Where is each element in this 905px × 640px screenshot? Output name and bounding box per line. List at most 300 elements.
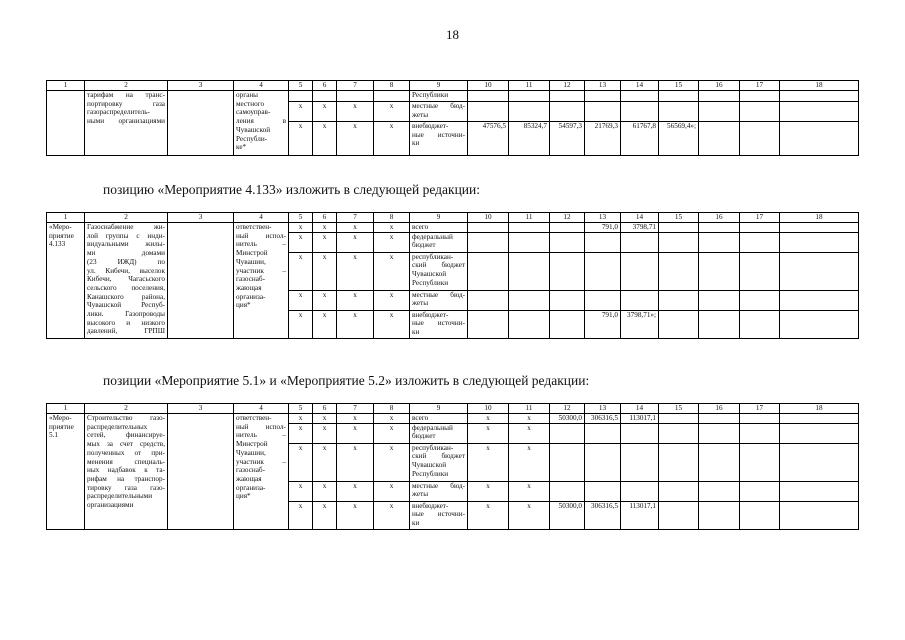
executor-line: жающая (236, 474, 262, 483)
mark-cell (337, 91, 374, 102)
mark-cell: x (289, 122, 313, 156)
column-number-row (47, 404, 859, 414)
funding-source-cell (410, 501, 468, 529)
mark-cell: x (289, 414, 313, 424)
mark-cell: x (337, 252, 374, 290)
mark-cell: x (313, 423, 337, 443)
column-number: 8 (374, 404, 410, 414)
value-cell (550, 232, 585, 252)
column-number: 13 (585, 81, 621, 91)
value-cell (780, 443, 859, 481)
value-cell: x (509, 414, 550, 424)
column-number: 17 (740, 81, 780, 91)
measure-name-line: сетей, финансируе- (87, 431, 165, 440)
column-number: 5 (289, 213, 313, 223)
executor-line: ция* (236, 492, 251, 501)
measure-name-line: распределительными (87, 492, 153, 501)
funding-source-cell (410, 252, 468, 290)
value-cell (659, 423, 699, 443)
value-cell (509, 290, 550, 310)
measure-name-cell (85, 91, 168, 156)
value-cell: 306316,5 (585, 501, 621, 529)
column-number: 3 (168, 81, 234, 91)
measure-name-line: ми домами (87, 249, 165, 258)
value-cell (780, 501, 859, 529)
value-cell (585, 290, 621, 310)
mark-cell: x (289, 252, 313, 290)
measure-id-line: 5.1 (49, 431, 58, 440)
measure-name-line: полученных от при- (87, 448, 165, 457)
funding-source-line: внебюджет- (412, 501, 449, 510)
funding-source-cell (410, 481, 468, 501)
value-cell (621, 252, 659, 290)
empty-cell (168, 223, 234, 339)
funding-source-line: ные источни- (412, 130, 465, 139)
value-cell (740, 102, 780, 122)
value-cell (659, 252, 699, 290)
funding-source-cell (410, 443, 468, 481)
value-cell: 85324,7 (509, 122, 550, 156)
mark-cell: x (289, 481, 313, 501)
value-cell: x (468, 501, 509, 529)
measure-name-line: распределительных (87, 422, 148, 431)
column-number: 6 (313, 81, 337, 91)
value-cell (659, 414, 699, 424)
funding-source-line: местные бюд- (412, 290, 465, 299)
measure-name-line: ными организациями (87, 117, 165, 126)
column-number: 7 (337, 213, 374, 223)
mark-cell: x (337, 310, 374, 338)
executor-cell (234, 414, 289, 530)
executor-line: ления в (236, 117, 286, 126)
column-number: 2 (85, 81, 168, 91)
page-number: 18 (446, 27, 459, 42)
value-cell (740, 252, 780, 290)
mark-cell: x (374, 102, 410, 122)
value-cell: 113017,1 (621, 501, 659, 529)
value-cell (699, 232, 740, 252)
column-number: 4 (234, 81, 289, 91)
value-cell (659, 481, 699, 501)
mark-cell: x (374, 443, 410, 481)
mark-cell: x (337, 443, 374, 481)
mark-cell: x (374, 310, 410, 338)
column-number: 17 (740, 213, 780, 223)
mark-cell: x (289, 423, 313, 443)
value-cell (659, 290, 699, 310)
measure-name-cell (85, 223, 168, 339)
value-cell (585, 481, 621, 501)
value-cell (585, 102, 621, 122)
value-cell (468, 310, 509, 338)
mark-cell: x (313, 501, 337, 529)
executor-line: газоснаб- (236, 275, 265, 284)
value-cell: 791,0 (585, 310, 621, 338)
mark-cell: x (374, 232, 410, 252)
value-cell (550, 310, 585, 338)
value-cell (550, 91, 585, 102)
mark-cell (289, 91, 313, 102)
value-cell (699, 501, 740, 529)
value-cell (780, 102, 859, 122)
measure-name-line: (23 ИЖД) по (87, 257, 165, 266)
value-cell: 3798,71 (621, 223, 659, 233)
measure-id-line: «Меро- (49, 223, 72, 231)
column-number: 4 (234, 213, 289, 223)
column-number-row (47, 213, 859, 223)
value-cell (509, 232, 550, 252)
executor-line: органы (236, 91, 259, 99)
executor-line: ответствен- (236, 223, 272, 231)
column-number: 2 (85, 404, 168, 414)
table-row (47, 223, 859, 233)
column-number: 10 (468, 81, 509, 91)
value-cell: 50300,0 (550, 501, 585, 529)
value-cell (740, 290, 780, 310)
value-cell: x (509, 481, 550, 501)
value-cell (509, 252, 550, 290)
funding-source-line: Чувашской (412, 461, 447, 470)
value-cell (468, 232, 509, 252)
funding-source-cell (410, 310, 468, 338)
mark-cell: x (313, 122, 337, 156)
value-cell (659, 443, 699, 481)
funding-source-line: ки (412, 328, 420, 337)
column-number: 8 (374, 213, 410, 223)
funding-source-line: жеты (412, 490, 429, 499)
measure-name-line: видуальными жилы- (87, 240, 165, 249)
value-cell (699, 310, 740, 338)
value-cell: 306316,5 (585, 414, 621, 424)
column-number-row (47, 81, 859, 91)
funding-source-cell (410, 102, 468, 122)
measure-id-cell (47, 223, 85, 339)
value-cell (780, 423, 859, 443)
column-number: 1 (47, 213, 85, 223)
value-cell (699, 443, 740, 481)
value-cell (468, 252, 509, 290)
measure-name-line: портировку газа (87, 99, 165, 108)
value-cell (621, 443, 659, 481)
table-row (47, 414, 859, 424)
mark-cell: x (374, 414, 410, 424)
funding-source-line: бюджет (412, 241, 436, 250)
value-cell (659, 91, 699, 102)
mark-cell: x (374, 122, 410, 156)
mark-cell: x (313, 481, 337, 501)
funding-source-line: всего (412, 223, 429, 231)
value-cell (699, 223, 740, 233)
value-cell (621, 481, 659, 501)
value-cell (468, 223, 509, 233)
value-cell (585, 232, 621, 252)
mark-cell: x (337, 501, 374, 529)
column-number: 12 (550, 81, 585, 91)
column-number: 12 (550, 213, 585, 223)
funding-source-cell (410, 122, 468, 156)
funding-source-line: ки (412, 519, 420, 528)
mark-cell: x (374, 252, 410, 290)
mark-cell: x (289, 223, 313, 233)
mark-cell: x (374, 481, 410, 501)
mark-cell: x (337, 102, 374, 122)
funding-source-line: местные бюд- (412, 102, 465, 110)
measure-name-line: ул. Кибечи, выселок (87, 266, 165, 275)
measure-name-line: рифам на транспор- (87, 474, 165, 483)
funding-source-line: республикан- (412, 252, 454, 261)
value-cell (699, 91, 740, 102)
value-cell (740, 122, 780, 156)
empty-cell (168, 91, 234, 156)
column-number: 18 (780, 81, 859, 91)
executor-line: ный испол- (236, 231, 286, 240)
section-heading-4-133: позицию «Мероприятие 4.133» изложить в следующей редакции: (103, 182, 480, 197)
mark-cell (374, 91, 410, 102)
mark-cell: x (289, 310, 313, 338)
mark-cell: x (313, 290, 337, 310)
value-cell (740, 91, 780, 102)
value-cell: 47576,5 (468, 122, 509, 156)
executor-line: нитель – (236, 431, 286, 440)
value-cell (585, 423, 621, 443)
column-number: 16 (699, 81, 740, 91)
value-cell (780, 290, 859, 310)
funding-source-line: ский бюджет (412, 452, 465, 461)
mark-cell: x (289, 102, 313, 122)
column-number: 16 (699, 213, 740, 223)
value-cell: 61767,8 (621, 122, 659, 156)
mark-cell: x (337, 423, 374, 443)
mark-cell: x (313, 310, 337, 338)
executor-line: Республи- (236, 134, 268, 143)
measure-name-line: мых за счет средств, (87, 440, 165, 449)
mark-cell: x (337, 481, 374, 501)
executor-line: Минстрой (236, 440, 268, 449)
column-number: 15 (659, 81, 699, 91)
executor-cell (234, 91, 289, 156)
funding-source-cell (410, 290, 468, 310)
value-cell (780, 91, 859, 102)
executor-line: участник – (236, 457, 286, 466)
mark-cell: x (374, 290, 410, 310)
column-number: 4 (234, 404, 289, 414)
column-number: 11 (509, 81, 550, 91)
value-cell (550, 443, 585, 481)
column-number: 5 (289, 404, 313, 414)
mark-cell: x (289, 290, 313, 310)
executor-line: жающая (236, 283, 262, 292)
column-number: 9 (410, 213, 468, 223)
column-number: 6 (313, 404, 337, 414)
column-number: 2 (85, 213, 168, 223)
mark-cell: x (313, 223, 337, 233)
column-number: 6 (313, 213, 337, 223)
mark-cell: x (337, 232, 374, 252)
column-number: 8 (374, 81, 410, 91)
mark-cell: x (313, 252, 337, 290)
value-cell (550, 252, 585, 290)
funding-source-line: Республики (412, 469, 449, 478)
measure-name-line: организациями (87, 501, 134, 510)
executor-line: участник – (236, 266, 286, 275)
measure-name-line: Газоснабжение жи- (87, 223, 165, 231)
value-cell (780, 414, 859, 424)
measure-name-line: Строительство газо- (87, 414, 165, 422)
value-cell (621, 423, 659, 443)
column-number: 15 (659, 213, 699, 223)
column-number: 17 (740, 404, 780, 414)
column-number: 18 (780, 213, 859, 223)
funding-source-line: республикан- (412, 443, 454, 452)
measure-id-line: приятие (49, 422, 74, 431)
executor-line: организа- (236, 483, 266, 492)
value-cell (621, 290, 659, 310)
value-cell: 56569,4»; (659, 122, 699, 156)
measure-name-line: лики. Газопроводы (87, 310, 165, 319)
executor-line: нитель – (236, 240, 286, 249)
executor-line: ция* (236, 301, 251, 310)
mark-cell: x (313, 414, 337, 424)
executor-line: газоснаб- (236, 466, 265, 475)
executor-line: Чувашии, (236, 448, 266, 457)
column-number: 10 (468, 404, 509, 414)
value-cell (699, 423, 740, 443)
mark-cell: x (289, 443, 313, 481)
measure-name-line: ных надбавок к та- (87, 466, 165, 475)
funding-source-cell (410, 232, 468, 252)
value-cell (585, 443, 621, 481)
column-number: 14 (621, 81, 659, 91)
column-number: 11 (509, 404, 550, 414)
value-cell: x (509, 443, 550, 481)
column-number: 1 (47, 404, 85, 414)
funding-source-line: бюджет (412, 432, 436, 441)
measure-id-cell (47, 414, 85, 530)
column-number: 14 (621, 213, 659, 223)
value-cell (621, 232, 659, 252)
value-cell (780, 223, 859, 233)
value-cell: 3798,71»; (621, 310, 659, 338)
value-cell: x (509, 501, 550, 529)
value-cell (659, 223, 699, 233)
executor-line: ке* (236, 143, 247, 152)
column-number: 5 (289, 81, 313, 91)
value-cell: 54597,3 (550, 122, 585, 156)
funding-source-line: жеты (412, 110, 429, 119)
measure-id-cell (47, 91, 85, 156)
column-number: 7 (337, 81, 374, 91)
executor-line: самоуправ- (236, 108, 271, 117)
column-number: 11 (509, 213, 550, 223)
value-cell: 791,0 (585, 223, 621, 233)
value-cell (699, 414, 740, 424)
mark-cell: x (337, 290, 374, 310)
value-cell (780, 310, 859, 338)
table-measure-4-133 (46, 212, 859, 339)
funding-source-line: Республики (412, 91, 449, 99)
value-cell (509, 310, 550, 338)
section-heading-5-1-5-2: позиции «Мероприятие 5.1» и «Мероприятие 5.2» изложить в следующей редакции: (103, 373, 590, 388)
value-cell (621, 91, 659, 102)
value-cell: 21769,3 (585, 122, 621, 156)
value-cell (740, 443, 780, 481)
value-cell (509, 223, 550, 233)
measure-name-line: Канашского района, (87, 292, 165, 301)
executor-line: ный испол- (236, 422, 286, 431)
mark-cell: x (337, 223, 374, 233)
value-cell (740, 501, 780, 529)
mark-cell: x (374, 223, 410, 233)
mark-cell (313, 91, 337, 102)
column-number: 10 (468, 213, 509, 223)
column-number: 16 (699, 404, 740, 414)
measure-id-line: приятие (49, 231, 74, 240)
value-cell (740, 223, 780, 233)
column-number: 15 (659, 404, 699, 414)
column-number: 3 (168, 404, 234, 414)
measure-name-line: менения специаль- (87, 457, 165, 466)
measure-name-cell (85, 414, 168, 530)
value-cell (740, 310, 780, 338)
measure-name-line: Кибечи, Чагасьского (87, 275, 165, 284)
value-cell: x (468, 443, 509, 481)
table-continuation (46, 80, 859, 156)
value-cell (740, 481, 780, 501)
column-number: 13 (585, 213, 621, 223)
value-cell (659, 102, 699, 122)
column-number: 9 (410, 81, 468, 91)
funding-source-line: федеральный (412, 423, 453, 432)
value-cell: 50300,0 (550, 414, 585, 424)
mark-cell: x (313, 232, 337, 252)
executor-line: организа- (236, 292, 266, 301)
value-cell (699, 122, 740, 156)
mark-cell: x (337, 414, 374, 424)
measure-name-line: тировку газа газо- (87, 483, 165, 492)
value-cell (550, 223, 585, 233)
funding-source-cell (410, 414, 468, 424)
value-cell: x (468, 414, 509, 424)
value-cell (780, 481, 859, 501)
value-cell (509, 91, 550, 102)
column-number: 3 (168, 213, 234, 223)
measure-name-line: сельского поселения, (87, 283, 165, 292)
funding-source-line: ные источни- (412, 510, 465, 519)
mark-cell: x (374, 423, 410, 443)
measure-name-line: давлений, ГРПШ (87, 327, 165, 336)
funding-source-line: внебюджет- (412, 310, 449, 319)
executor-cell (234, 223, 289, 339)
mark-cell: x (337, 122, 374, 156)
column-number: 1 (47, 81, 85, 91)
value-cell (659, 232, 699, 252)
measure-name-line: лой группы с инди- (87, 231, 165, 240)
value-cell (780, 122, 859, 156)
executor-line: местного (236, 99, 265, 108)
value-cell (699, 252, 740, 290)
funding-source-cell (410, 91, 468, 102)
value-cell (585, 252, 621, 290)
column-number: 13 (585, 404, 621, 414)
funding-source-line: Чувашской (412, 270, 447, 279)
value-cell: x (509, 423, 550, 443)
funding-source-cell (410, 223, 468, 233)
measure-name-line: тарифам на транс- (87, 91, 165, 99)
mark-cell: x (289, 232, 313, 252)
table-measure-5-1 (46, 403, 859, 530)
measure-id-line: 4.133 (49, 240, 66, 249)
value-cell: x (468, 481, 509, 501)
